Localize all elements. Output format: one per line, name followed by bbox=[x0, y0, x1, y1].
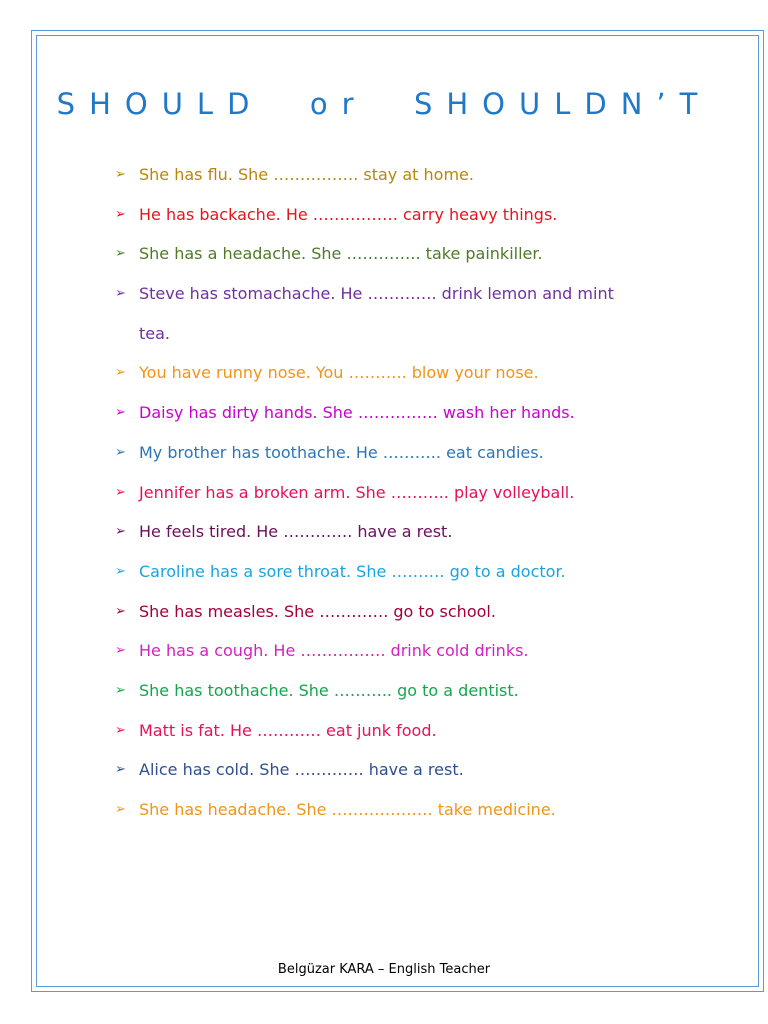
exercise-item bbox=[115, 155, 675, 195]
exercise-item bbox=[115, 234, 675, 274]
exercise-item bbox=[115, 552, 675, 592]
exercise-item bbox=[115, 631, 675, 671]
arrow-bullet-icon: ➢ bbox=[115, 802, 126, 818]
arrow-bullet-icon: ➢ bbox=[115, 167, 126, 182]
arrow-bullet-icon: ➢ bbox=[115, 405, 126, 421]
exercise-sentence: Jennifer has a broken arm. She ……….. play volleyball. bbox=[139, 482, 575, 502]
exercise-item bbox=[115, 711, 675, 751]
exercise-item bbox=[115, 433, 675, 473]
exercise-sentence: He feels tired. He …………. have a rest. bbox=[139, 522, 453, 542]
exercise-sentence: She has flu. She ……………. stay at home. bbox=[139, 165, 474, 184]
arrow-bullet-icon: ➢ bbox=[115, 643, 126, 659]
arrow-bullet-icon: ➢ bbox=[115, 484, 126, 500]
exercise-sentence: Daisy has dirty hands. She …………… wash her hands. bbox=[139, 403, 575, 423]
exercise-item bbox=[115, 671, 675, 711]
exercise-sentence: Matt is fat. He ………… eat junk food. bbox=[139, 720, 437, 740]
arrow-bullet-icon: ➢ bbox=[115, 762, 126, 778]
arrow-bullet-icon: ➢ bbox=[115, 563, 126, 579]
arrow-bullet-icon: ➢ bbox=[115, 444, 126, 460]
arrow-bullet-icon: ➢ bbox=[115, 286, 126, 302]
exercise-item bbox=[115, 393, 675, 433]
exercise-sentence: Caroline has a sore throat. She ………. go to a doctor. bbox=[139, 561, 566, 581]
exercise-item bbox=[115, 353, 675, 393]
exercise-sentence: My brother has toothache. He ……….. eat candies. bbox=[139, 442, 544, 462]
exercise-item bbox=[115, 750, 675, 790]
exercise-item bbox=[115, 790, 675, 830]
exercise-sentence: Steve has stomachache. He …………. drink lemon and mint tea. bbox=[139, 284, 614, 343]
exercise-list bbox=[115, 155, 675, 830]
arrow-bullet-icon: ➢ bbox=[115, 722, 126, 738]
exercise-sentence: Alice has cold. She …………. have a rest. bbox=[139, 760, 464, 780]
exercise-sentence: He has backache. He ……………. carry heavy things. bbox=[139, 204, 558, 224]
arrow-bullet-icon: ➢ bbox=[115, 365, 126, 381]
arrow-bullet-icon: ➢ bbox=[115, 524, 126, 540]
arrow-bullet-icon: ➢ bbox=[115, 206, 126, 222]
exercise-sentence: She has toothache. She ……….. go to a dentist. bbox=[139, 680, 519, 700]
arrow-bullet-icon: ➢ bbox=[115, 682, 126, 698]
exercise-sentence: She has measles. She …………. go to school. bbox=[139, 601, 496, 621]
exercise-item bbox=[115, 592, 675, 632]
exercise-item bbox=[115, 512, 675, 552]
arrow-bullet-icon: ➢ bbox=[115, 246, 126, 262]
exercise-item bbox=[115, 473, 675, 513]
page-title: SHOULD or SHOULDN’T bbox=[56, 87, 712, 121]
exercise-item bbox=[115, 195, 675, 235]
exercise-sentence: She has a headache. She ………….. take painkiller. bbox=[139, 244, 543, 264]
exercise-sentence: You have runny nose. You ……….. blow your nose. bbox=[139, 363, 539, 383]
exercise-item bbox=[115, 274, 675, 353]
exercise-sentence: He has a cough. He ……………. drink cold drinks. bbox=[139, 641, 529, 661]
author-footer: Belgüzar KARA – English Teacher bbox=[277, 962, 491, 977]
arrow-bullet-icon: ➢ bbox=[115, 603, 126, 619]
exercise-sentence: She has headache. She ………………. take medicine. bbox=[139, 800, 556, 820]
